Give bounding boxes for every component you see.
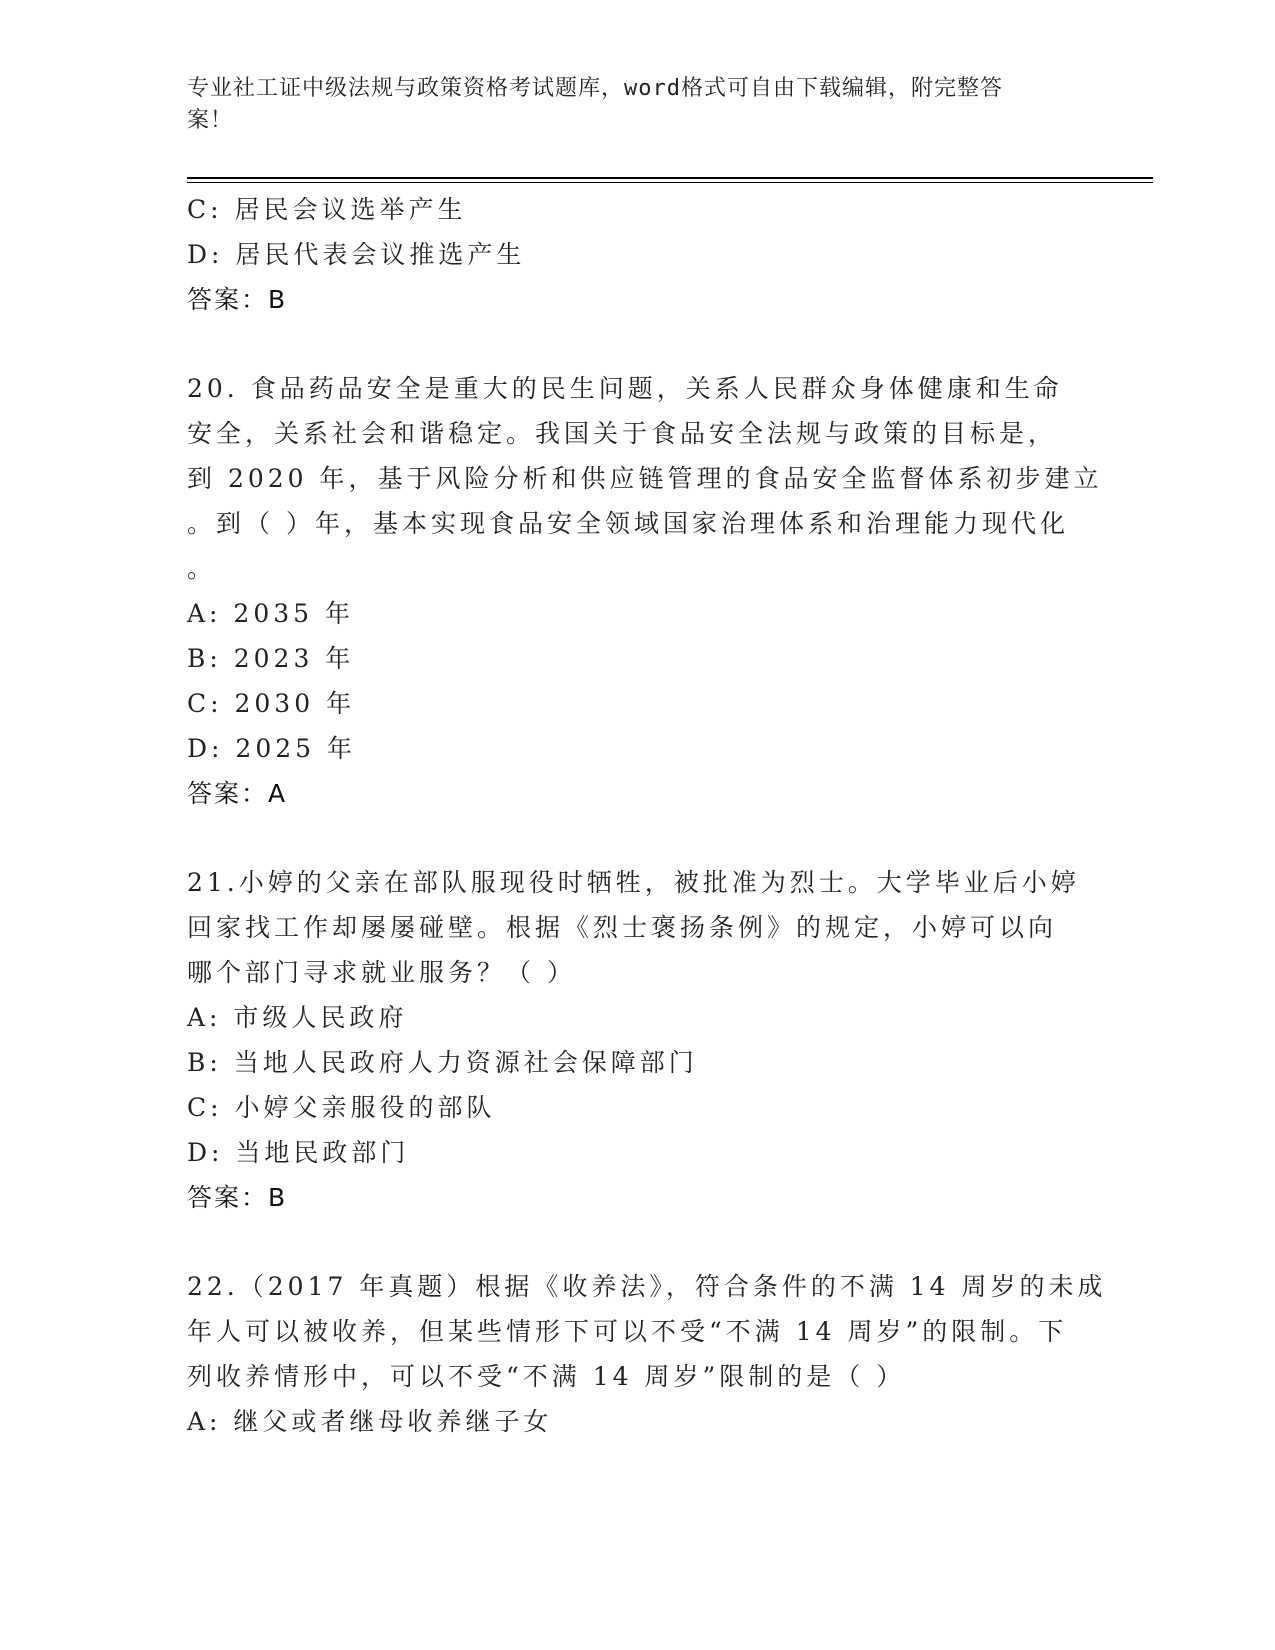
question-spacer — [187, 816, 1087, 860]
question-text-line: 。 — [187, 554, 217, 583]
option-d: D: 居民代表会议推选产生 — [187, 240, 526, 269]
question-text-line: 22.（2017 年真题）根据《收养法》，符合条件的不满 14 周岁的未成 — [187, 1272, 1107, 1301]
option-c: C: 居民会议选举产生 — [187, 195, 467, 224]
answer-line: 答案：A — [187, 779, 288, 808]
option-b: B: 2023 年 — [187, 644, 355, 673]
question-text-line: 到 2020 年，基于风险分析和供应链管理的食品安全监督体系初步建立 — [187, 464, 1103, 493]
answer-line: 答案：B — [187, 1183, 288, 1212]
option-c: C: 小婷父亲服役的部队 — [187, 1093, 496, 1122]
question-text-line: 安全，关系社会和谐稳定。我国关于食品安全法规与政策的目标是， — [187, 419, 1058, 448]
header-line: 案！ — [187, 108, 234, 133]
header-divider-thick — [187, 177, 1153, 179]
header-line: 专业社工证中级法规与政策资格考试题库，word格式可自由下载编辑，附完整答 — [187, 76, 1003, 101]
question-spacer — [187, 1220, 1087, 1264]
question-22 — [187, 1264, 1107, 1444]
option-d: D: 2025 年 — [187, 734, 356, 763]
question-text-line: 回家找工作却屡屡碰壁。根据《烈士褒扬条例》的规定，小婷可以向 — [187, 913, 1058, 942]
question-text-line: 年人可以被收养，但某些情形下可以不受“不满 14 周岁”的限制。下 — [187, 1317, 1068, 1346]
question-spacer — [187, 322, 1087, 366]
question-text-line: 哪个部门寻求就业服务？（ ） — [187, 958, 576, 987]
question-text-line: 21.小婷的父亲在部队服现役时牺牲，被批准为烈士。大学毕业后小婷 — [187, 868, 1080, 897]
question-text-line: 列收养情形中，可以不受“不满 14 周岁”限制的是（ ） — [187, 1362, 906, 1391]
question-19-tail — [187, 187, 1087, 322]
option-d: D: 当地民政部门 — [187, 1138, 410, 1167]
option-a: A: 继父或者继母收养继子女 — [187, 1407, 553, 1436]
option-b: B: 当地人民政府人力资源社会保障部门 — [187, 1048, 698, 1077]
question-20 — [187, 366, 1103, 816]
option-a: A: 市级人民政府 — [187, 1003, 408, 1032]
answer-line: 答案：B — [187, 285, 288, 314]
header-divider-thin — [187, 182, 1153, 183]
question-text-line: 20. 食品药品安全是重大的民生问题，关系人民群众身体健康和生命 — [187, 374, 1063, 403]
question-text-line: 。到（ ）年，基本实现食品安全领域国家治理体系和治理能力现代化 — [187, 509, 1069, 538]
document-header — [187, 73, 1087, 137]
option-c: C: 2030 年 — [187, 689, 356, 718]
question-list — [187, 187, 1107, 1444]
question-21 — [187, 860, 1087, 1220]
option-a: A: 2035 年 — [187, 599, 354, 628]
